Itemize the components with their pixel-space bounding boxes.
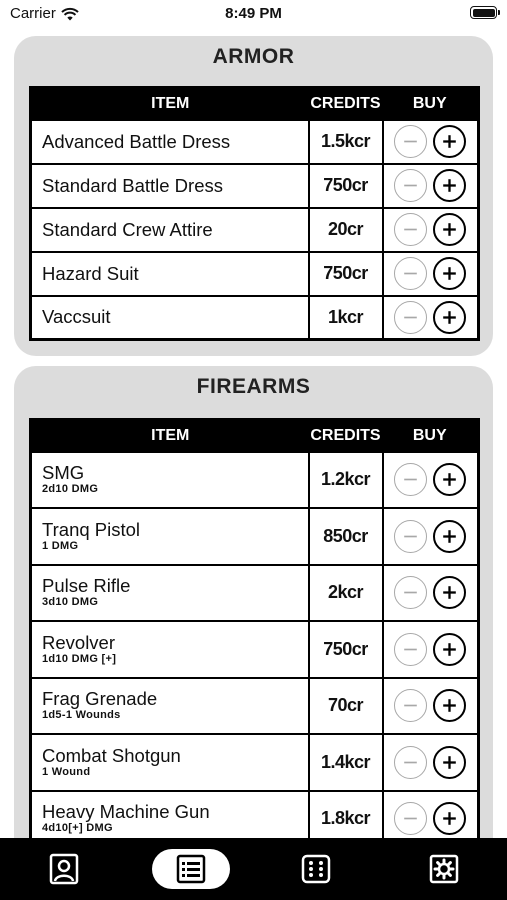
item-cell xyxy=(31,452,309,509)
table-row xyxy=(31,734,479,791)
item-cell xyxy=(31,252,309,296)
item-name: Vaccsuit xyxy=(42,306,111,328)
minus-icon xyxy=(400,131,421,152)
table-row xyxy=(31,508,479,565)
tab-character[interactable] xyxy=(46,851,82,887)
plus-icon xyxy=(439,469,460,490)
item-damage: 1 DMG xyxy=(42,539,79,552)
item-name: Standard Crew Attire xyxy=(42,218,213,240)
minus-icon xyxy=(400,526,421,547)
firearms-section xyxy=(14,366,493,866)
item-damage: 2d10 DMG xyxy=(42,483,99,496)
minus-icon xyxy=(400,219,421,240)
table-row xyxy=(31,208,479,252)
plus-icon xyxy=(439,131,460,152)
plus-icon xyxy=(439,307,460,328)
decrease-button[interactable] xyxy=(394,802,427,835)
item-cell xyxy=(31,164,309,208)
increase-button[interactable] xyxy=(433,633,466,666)
item-cell xyxy=(31,208,309,252)
table-row xyxy=(31,621,479,678)
column-header-buy: BUY xyxy=(383,420,479,452)
status-time: 8:49 PM xyxy=(225,5,282,22)
minus-icon xyxy=(400,695,421,716)
buy-controls xyxy=(383,164,479,208)
armor-table xyxy=(29,86,480,341)
item-cell xyxy=(31,678,309,735)
character-icon xyxy=(48,853,80,885)
item-name: Heavy Machine Gun xyxy=(42,801,210,822)
item-name: Frag Grenade xyxy=(42,688,158,710)
item-cell xyxy=(31,621,309,678)
decrease-button[interactable] xyxy=(394,301,427,334)
carrier-label: Carrier xyxy=(10,5,56,22)
item-name: Standard Battle Dress xyxy=(42,174,223,196)
decrease-button[interactable] xyxy=(394,213,427,246)
increase-button[interactable] xyxy=(433,576,466,609)
minus-icon xyxy=(400,808,421,829)
buy-controls xyxy=(383,508,479,565)
decrease-button[interactable] xyxy=(394,125,427,158)
plus-icon xyxy=(439,526,460,547)
item-damage: 3d10 DMG xyxy=(42,596,99,609)
tab-shop[interactable] xyxy=(173,851,209,887)
buy-controls xyxy=(383,208,479,252)
decrease-button[interactable] xyxy=(394,746,427,779)
increase-button[interactable] xyxy=(433,301,466,334)
plus-icon xyxy=(439,582,460,603)
decrease-button[interactable] xyxy=(394,576,427,609)
buy-controls xyxy=(383,565,479,622)
increase-button[interactable] xyxy=(433,746,466,779)
column-header-credits: CREDITS xyxy=(309,88,383,120)
item-cell xyxy=(31,508,309,565)
buy-controls xyxy=(383,296,479,340)
firearms-title: FIREARMS xyxy=(196,375,311,398)
minus-icon xyxy=(400,582,421,603)
increase-button[interactable] xyxy=(433,689,466,722)
table-row xyxy=(31,452,479,509)
minus-icon xyxy=(400,639,421,660)
item-name: SMG xyxy=(42,462,85,484)
plus-icon xyxy=(439,639,460,660)
item-price: 2kcr xyxy=(309,565,383,622)
item-price: 1.8kcr xyxy=(309,791,383,848)
status-bar xyxy=(0,0,507,30)
tab-dice[interactable] xyxy=(298,851,334,887)
increase-button[interactable] xyxy=(433,463,466,496)
armor-section xyxy=(14,36,493,356)
item-damage: 4d10[+] DMG xyxy=(42,822,113,834)
increase-button[interactable] xyxy=(433,169,466,202)
item-price: 70cr xyxy=(309,678,383,735)
increase-button[interactable] xyxy=(433,802,466,835)
decrease-button[interactable] xyxy=(394,520,427,553)
item-cell xyxy=(31,296,309,340)
item-damage: 1d10 DMG [+] xyxy=(42,652,117,665)
item-cell xyxy=(31,734,309,791)
item-cell xyxy=(31,120,309,164)
column-header-item: ITEM xyxy=(31,88,309,120)
decrease-button[interactable] xyxy=(394,257,427,290)
dice-icon xyxy=(300,853,332,885)
item-damage: 1 Wound xyxy=(42,765,91,778)
table-row xyxy=(31,678,479,735)
item-name: Combat Shotgun xyxy=(42,744,181,766)
item-name: Pulse Rifle xyxy=(42,575,131,597)
buy-controls xyxy=(383,452,479,509)
minus-icon xyxy=(400,469,421,490)
gear-icon xyxy=(428,853,460,885)
decrease-button[interactable] xyxy=(394,689,427,722)
minus-icon xyxy=(400,752,421,773)
item-name: Hazard Suit xyxy=(42,262,139,284)
firearms-table-header xyxy=(31,420,479,452)
item-price: 750cr xyxy=(309,164,383,208)
table-row xyxy=(31,120,479,164)
item-name: Advanced Battle Dress xyxy=(42,130,231,152)
table-row xyxy=(31,252,479,296)
plus-icon xyxy=(439,808,460,829)
increase-button[interactable] xyxy=(433,520,466,553)
plus-icon xyxy=(439,695,460,716)
item-price: 20cr xyxy=(309,208,383,252)
table-row xyxy=(31,296,479,340)
item-name: Tranq Pistol xyxy=(42,518,141,540)
minus-icon xyxy=(400,263,421,284)
item-name: Revolver xyxy=(42,631,115,653)
plus-icon xyxy=(439,219,460,240)
item-price: 750cr xyxy=(309,252,383,296)
column-header-buy: BUY xyxy=(383,88,479,120)
increase-button[interactable] xyxy=(433,257,466,290)
firearms-table xyxy=(29,418,480,849)
tab-settings[interactable] xyxy=(426,851,462,887)
decrease-button[interactable] xyxy=(394,169,427,202)
decrease-button[interactable] xyxy=(394,633,427,666)
increase-button[interactable] xyxy=(433,125,466,158)
armor-table-header xyxy=(31,88,479,120)
buy-controls xyxy=(383,678,479,735)
item-price: 850cr xyxy=(309,508,383,565)
decrease-button[interactable] xyxy=(394,463,427,496)
buy-controls xyxy=(383,621,479,678)
item-price: 1.5kcr xyxy=(309,120,383,164)
item-price: 1kcr xyxy=(309,296,383,340)
plus-icon xyxy=(439,175,460,196)
column-header-credits: CREDITS xyxy=(309,420,383,452)
plus-icon xyxy=(439,752,460,773)
plus-icon xyxy=(439,263,460,284)
buy-controls xyxy=(383,252,479,296)
battery-icon xyxy=(470,6,497,19)
item-price: 1.4kcr xyxy=(309,734,383,791)
minus-icon xyxy=(400,307,421,328)
list-icon xyxy=(175,853,207,885)
item-price: 1.2kcr xyxy=(309,452,383,509)
tab-bar xyxy=(0,838,507,900)
column-header-item: ITEM xyxy=(31,420,309,452)
item-price: 750cr xyxy=(309,621,383,678)
increase-button[interactable] xyxy=(433,213,466,246)
table-row xyxy=(31,164,479,208)
buy-controls xyxy=(383,120,479,164)
table-row xyxy=(31,565,479,622)
minus-icon xyxy=(400,175,421,196)
buy-controls xyxy=(383,734,479,791)
item-damage: 1d5-1 Wounds xyxy=(42,709,121,722)
armor-title: ARMOR xyxy=(212,45,295,68)
item-cell xyxy=(31,565,309,622)
